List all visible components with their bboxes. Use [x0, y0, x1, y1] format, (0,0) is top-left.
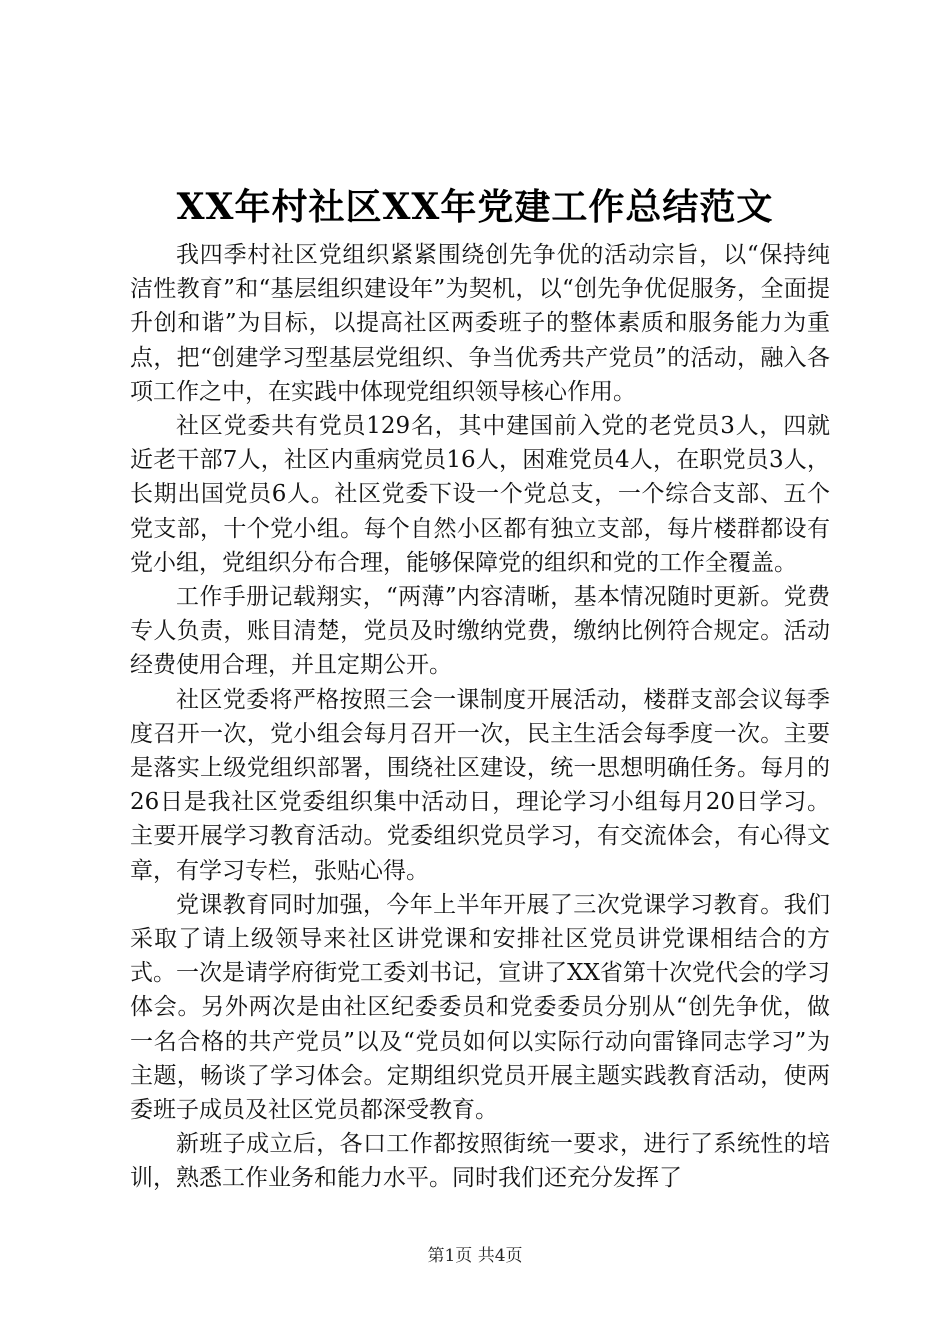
paragraph-2: 社区党委共有党员129名，其中建国前入党的老党员3人，四就近老干部7人，社区内重病党员16人，困难党员4人，在职党员3人，长期出国党员6人。社区党委下设一个党总支，一个综合支部、五个党支部，十个党小组。每个自然小区都有独立支部，每片楼群都设有党小组，党组织分布合理，能够保障党的组织和党的工作全覆盖。	[130, 413, 830, 576]
paragraph-3: 工作手册记载翔实，“两薄”内容清晰，基本情况随时更新。党费专人负责，账目清楚，党员及时缴纳党费，缴纳比例符合规定。活动经费使用合理，并且定期公开。	[130, 584, 830, 679]
page-footer: 第1页 共4页	[427, 1246, 523, 1266]
paragraph-4: 社区党委将严格按照三会一课制度开展活动，楼群支部会议每季度召开一次，党小组会每月召开一次，民主生活会每季度一次。主要是落实上级党组织部署，围绕社区建设，统一思想明确任务。每月的26日是我社区党委组织集中活动日，理论学习小组每月20日学习。主要开展学习教育活动。党委组织党员学习，有交流体会，有心得文章，有学习专栏，张贴心得。	[130, 686, 830, 884]
document-body	[130, 238, 830, 1196]
paragraph-5: 党课教育同时加强，今年上半年开展了三次党课学习教育。我们采取了请上级领导来社区讲党课和安排社区党员讲党课相结合的方式。一次是请学府街党工委刘书记，宣讲了XX省第十次党代会的学习体会。另外两次是由社区纪委委员和党委委员分别从“创先争优，做一名合格的共产党员”以及“党员如何以实际行动向雷锋同志学习”为主题，畅谈了学习体会。定期组织党员开展主题实践教育活动，使两委班子成员及社区党员都深受教育。	[130, 891, 830, 1124]
paragraph-1: 我四季村社区党组织紧紧围绕创先争优的活动宗旨，以“保持纯洁性教育”和“基层组织建设年”为契机，以“创先争优促服务，全面提升创和谐”为目标，以提高社区两委班子的整体素质和服务能力为重点，把“创建学习型基层党组织、争当优秀共产党员”的活动，融入各项工作之中，在实践中体现党组织领导核心作用。	[130, 242, 830, 405]
document-title: XX年村社区XX年党建工作总结范文	[176, 186, 774, 228]
paragraph-6: 新班子成立后，各口工作都按照街统一要求，进行了系统性的培训，熟悉工作业务和能力水平。同时我们还充分发挥了	[130, 1131, 830, 1192]
